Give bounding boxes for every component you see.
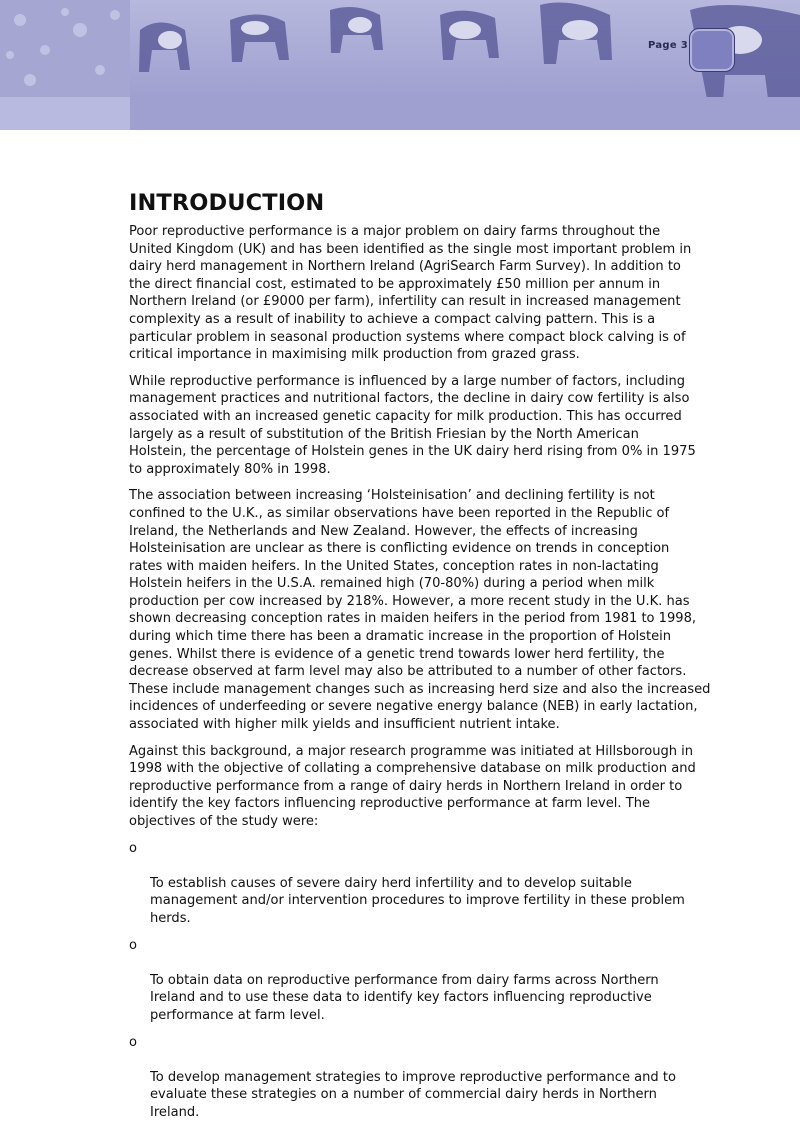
list-item-text: To establish causes of severe dairy herd infertility and to develop suitable management and/or intervention procedures to improve fertility in these problem herds. <box>150 875 685 926</box>
list-item <box>129 1034 735 1122</box>
bullet-marker: o <box>129 840 137 856</box>
bullet-marker: o <box>129 937 137 953</box>
paragraph: While reproductive performance is influenced by a large number of factors, including management practices and nutritional factors, the decline in dairy cow fertility is also associated with an increased genetic capacity for milk production. This has occurred largely as a result of substitution of the British Friesian by the North American Holstein, the percentage of Holstein genes in the UK dairy herd rising from 0% in 1975 to approximately 80% in 1998. <box>129 373 696 477</box>
paragraph: Poor reproductive performance is a major problem on dairy farms throughout the United Kingdom (UK) and has been identified as the single most important problem in dairy herd management in Northern Ireland (AgriSearch Farm Survey). In addition to the direct financial cost, estimated to be approximately £50 million per annum in Northern Ireland (or £9000 per farm), infertility can result in increased management complexity as a result of inability to achieve a compact calving pattern. This is a particular problem in seasonal production systems where compact block calving is of critical importance in maximising milk production from grazed grass. <box>129 224 692 363</box>
page-number: Page 3 <box>648 40 688 51</box>
paragraph: Against this background, a major research programme was initiated at Hillsborough in 1998 with the objective of collating a comprehensive database on milk production and reproductive performance from a range of dairy herds in Northern Ireland in order to identify the key factors influencing reproductive performance at farm level. The objectives of the study were: <box>129 743 696 829</box>
section-heading: INTRODUCTION <box>129 190 325 216</box>
paragraph: The association between increasing ‘Holsteinisation’ and declining fertility is not confined to the U.K., as similar observations have been reported in the Republic of Ireland, the Netherlands and New Zealand. However, the effects of increasing Holsteinisation are unclear as there is conflicting evidence on trends in conception rates with maiden heifers. In the United States, conception rates in non-lactating Holstein heifers in the U.S.A. remained high (70-80%) during a period when milk production per cow increased by 218%. However, a more recent study in the U.K. has shown decreasing conception rates in maiden heifers in the period from 1981 to 1998, during which time there has been a dramatic increase in the proportion of Holstein genes. Whilst there is evidence of a genetic trend towards lower herd fertility, the decrease observed at farm level may also be attributed to a number of other factors. These include management changes such as increasing herd size and also the increased incidences of underfeeding or severe negative energy balance (NEB) in early lactation, associated with higher milk yields and insufficient nutrient intake. <box>129 488 711 733</box>
main-content <box>129 190 735 1131</box>
list-item <box>129 937 735 1025</box>
objectives-list <box>129 840 735 1122</box>
bullet-marker: o <box>129 1034 137 1050</box>
logo-badge <box>689 28 735 72</box>
list-item-text: To develop management strategies to improve reproductive performance and to evaluate these strategies on a number of commercial dairy herds in Northern Ireland. <box>150 1069 676 1120</box>
header-banner <box>0 0 800 130</box>
list-item <box>129 840 735 928</box>
list-item-text: To obtain data on reproductive performance from dairy farms across Northern Ireland and to use these data to identify key factors influencing reproductive performance at farm level. <box>150 972 659 1023</box>
cows-photo-banner <box>0 0 800 130</box>
